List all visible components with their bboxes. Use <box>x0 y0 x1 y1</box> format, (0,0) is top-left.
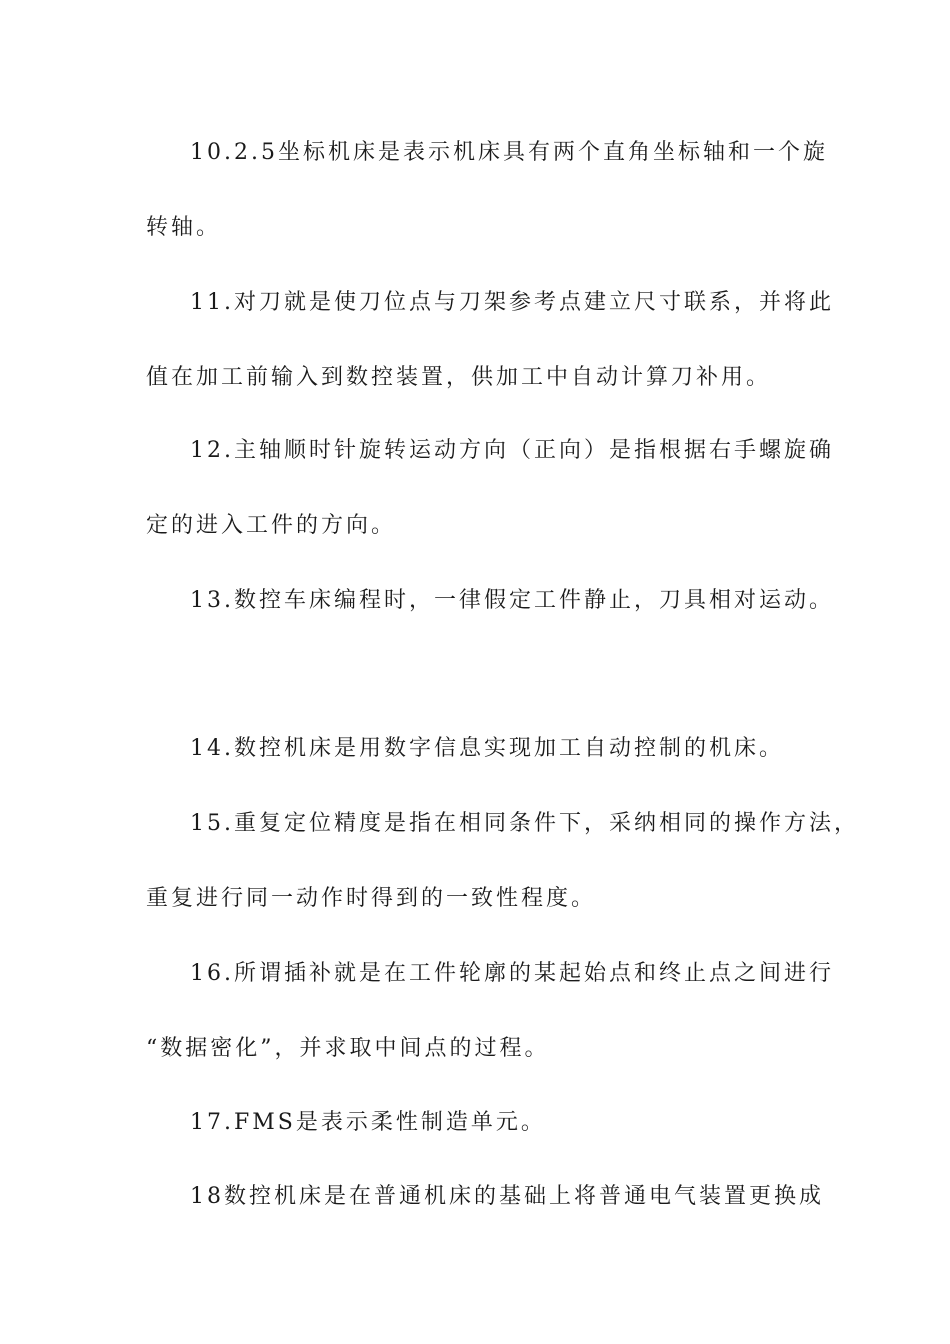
paragraph-17-line-1: 17.FMS是表示柔性制造单元。 <box>190 1110 546 1135</box>
paragraph-16-line-1: 16.所谓插补就是在工件轮廓的某起始点和终止点之间进行 <box>190 961 834 986</box>
paragraph-14-line-1: 14.数控机床是用数字信息实现加工自动控制的机床。 <box>190 736 784 761</box>
paragraph-18-line-1: 18数控机床是在普通机床的基础上将普通电气装置更换成 <box>190 1184 824 1209</box>
paragraph-16-line-2: “数据密化”，并求取中间点的过程。 <box>146 1036 550 1061</box>
paragraph-13-line-1: 13.数控车床编程时，一律假定工件静止，刀具相对运动。 <box>190 588 834 613</box>
paragraph-15-line-1: 15.重复定位精度是指在相同条件下，采纳相同的操作方法， <box>190 811 859 836</box>
paragraph-15-line-2: 重复进行同一动作时得到的一致性程度。 <box>146 886 597 911</box>
paragraph-10-line-2: 转轴。 <box>146 215 222 240</box>
paragraph-12-line-2: 定的进入工件的方向。 <box>146 513 397 538</box>
paragraph-12-line-1: 12.主轴顺时针旋转运动方向（正向）是指根据右手螺旋确 <box>190 438 834 463</box>
paragraph-11-line-1: 11.对刀就是使刀位点与刀架参考点建立尺寸联系，并将此 <box>190 290 834 315</box>
paragraph-11-line-2: 值在加工前输入到数控装置，供加工中自动计算刀补用。 <box>146 365 772 390</box>
paragraph-10-line-1: 10.2.5坐标机床是表示机床具有两个直角坐标轴和一个旋 <box>190 140 828 165</box>
